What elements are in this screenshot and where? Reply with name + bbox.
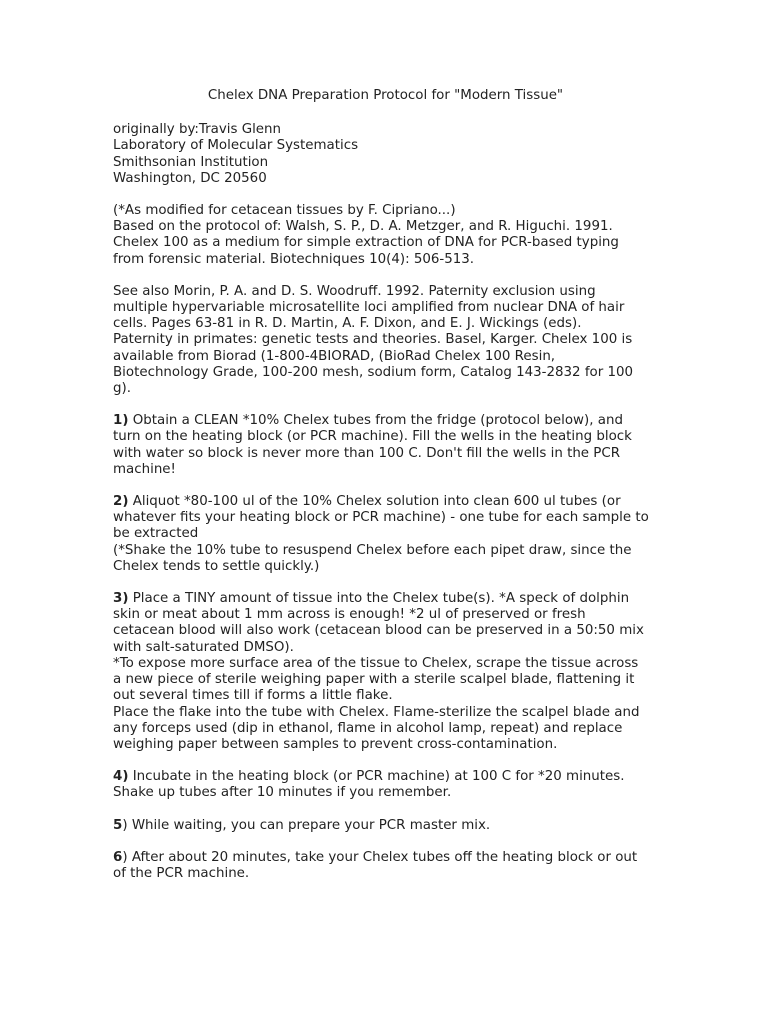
modified-line: Based on the protocol of: Walsh, S. P., D. A. Metzger, and R. Higuchi. 1991. (113, 219, 613, 235)
step-number: 1) (113, 413, 129, 429)
see-also-line: Biotechnology Grade, 100-200 mesh, sodium form, Catalog 143-2832 for 100 (113, 364, 634, 380)
step-text: Incubate in the heating block (or PCR machine) at 100 C for *20 minutes. (128, 769, 625, 785)
step-number: 6 (113, 849, 123, 865)
step-line: *To expose more surface area of the tissue to Chelex, scrape the tissue across (113, 655, 639, 671)
protocol-step-5 (113, 818, 658, 834)
protocol-step-6 (113, 850, 658, 882)
see-also-line: See also Morin, P. A. and D. S. Woodruff. 1992. Paternity exclusion using (113, 283, 596, 299)
step-line: out several times till if forms a little flake. (113, 688, 393, 704)
step-line (113, 494, 658, 510)
step-line (113, 413, 658, 429)
step-line: machine! (113, 461, 176, 477)
step-line (113, 850, 658, 866)
protocol-step-2 (113, 494, 658, 575)
step-text: Obtain a CLEAN *10% Chelex tubes from the fridge (protocol below), and (128, 413, 623, 429)
step-line (113, 818, 658, 834)
step-line: Place the flake into the tube with Chelex. Flame-sterilize the scalpel blade and (113, 704, 640, 720)
step-line: with water so block is never more than 100 C. Don't fill the wells in the PCR (113, 445, 621, 461)
step-line: of the PCR machine. (113, 865, 250, 881)
author-line: Smithsonian Institution (113, 154, 269, 170)
step-line: Shake up tubes after 10 minutes if you remember. (113, 785, 452, 801)
see-also-line: multiple hypervariable microsatellite loci amplified from nuclear DNA of hair (113, 300, 625, 316)
see-also-block (113, 284, 658, 397)
author-line: originally by:Travis Glenn (113, 122, 282, 138)
protocol-steps (113, 413, 658, 882)
modified-block (113, 203, 658, 268)
step-line: whatever fits your heating block or PCR machine) - one tube for each sample to (113, 510, 649, 526)
step-text: After about 20 minutes, take your Chelex tubes off the heating block or out (127, 849, 638, 865)
step-line: Chelex tends to settle quickly.) (113, 558, 320, 574)
modified-line: Chelex 100 as a medium for simple extraction of DNA for PCR-based typing (113, 235, 619, 251)
protocol-step-3 (113, 591, 658, 753)
protocol-step-1 (113, 413, 658, 478)
document-page (113, 88, 658, 898)
step-line: weighing paper between samples to prevent cross-contamination. (113, 736, 558, 752)
step-number: 4) (113, 769, 129, 785)
step-number-paren: ) (122, 817, 128, 833)
step-line: (*Shake the 10% tube to resuspend Chelex before each pipet draw, since the (113, 542, 632, 558)
protocol-step-4 (113, 769, 658, 801)
modified-line: from forensic material. Biotechniques 10(4): 506-513. (113, 251, 475, 267)
step-line: with salt-saturated DMSO). (113, 639, 294, 655)
author-block (113, 122, 658, 187)
author-line: Laboratory of Molecular Systematics (113, 138, 359, 154)
step-line: be extracted (113, 526, 199, 542)
see-also-line: Paternity in primates: genetic tests and theories. Basel, Karger. Chelex 100 is (113, 332, 633, 348)
document-title: Chelex DNA Preparation Protocol for "Modern Tissue" (207, 88, 564, 103)
step-number: 5 (113, 817, 123, 833)
step-line: turn on the heating block (or PCR machine). Fill the wells in the heating block (113, 429, 632, 445)
step-line: any forceps used (dip in ethanol, flame in alcohol lamp, repeat) and replace (113, 720, 623, 736)
step-text: Aliquot *80-100 ul of the 10% Chelex solution into clean 600 ul tubes (or (128, 494, 621, 510)
see-also-line: available from Biorad (1-800-4BIORAD, (BioRad Chelex 100 Resin, (113, 348, 556, 364)
modified-line: (*As modified for cetacean tissues by F. Cipriano...) (113, 203, 456, 219)
step-line: skin or meat about 1 mm across is enough! *2 ul of preserved or fresh (113, 607, 586, 623)
step-line (113, 769, 658, 785)
step-line (113, 591, 658, 607)
step-number: 2) (113, 494, 129, 510)
step-text: Place a TINY amount of tissue into the Chelex tube(s). *A speck of dolphin (128, 591, 630, 607)
step-text: While waiting, you can prepare your PCR master mix. (127, 817, 491, 833)
step-line: a new piece of sterile weighing paper with a sterile scalpel blade, flattening it (113, 672, 635, 688)
step-number: 3) (113, 591, 129, 607)
see-also-line: cells. Pages 63-81 in R. D. Martin, A. F. Dixon, and E. J. Wickings (eds). (113, 316, 582, 332)
author-line: Washington, DC 20560 (113, 170, 267, 186)
step-line: cetacean blood will also work (cetacean blood can be preserved in a 50:50 mix (113, 623, 644, 639)
see-also-line: g). (113, 381, 131, 397)
step-number-paren: ) (122, 849, 128, 865)
